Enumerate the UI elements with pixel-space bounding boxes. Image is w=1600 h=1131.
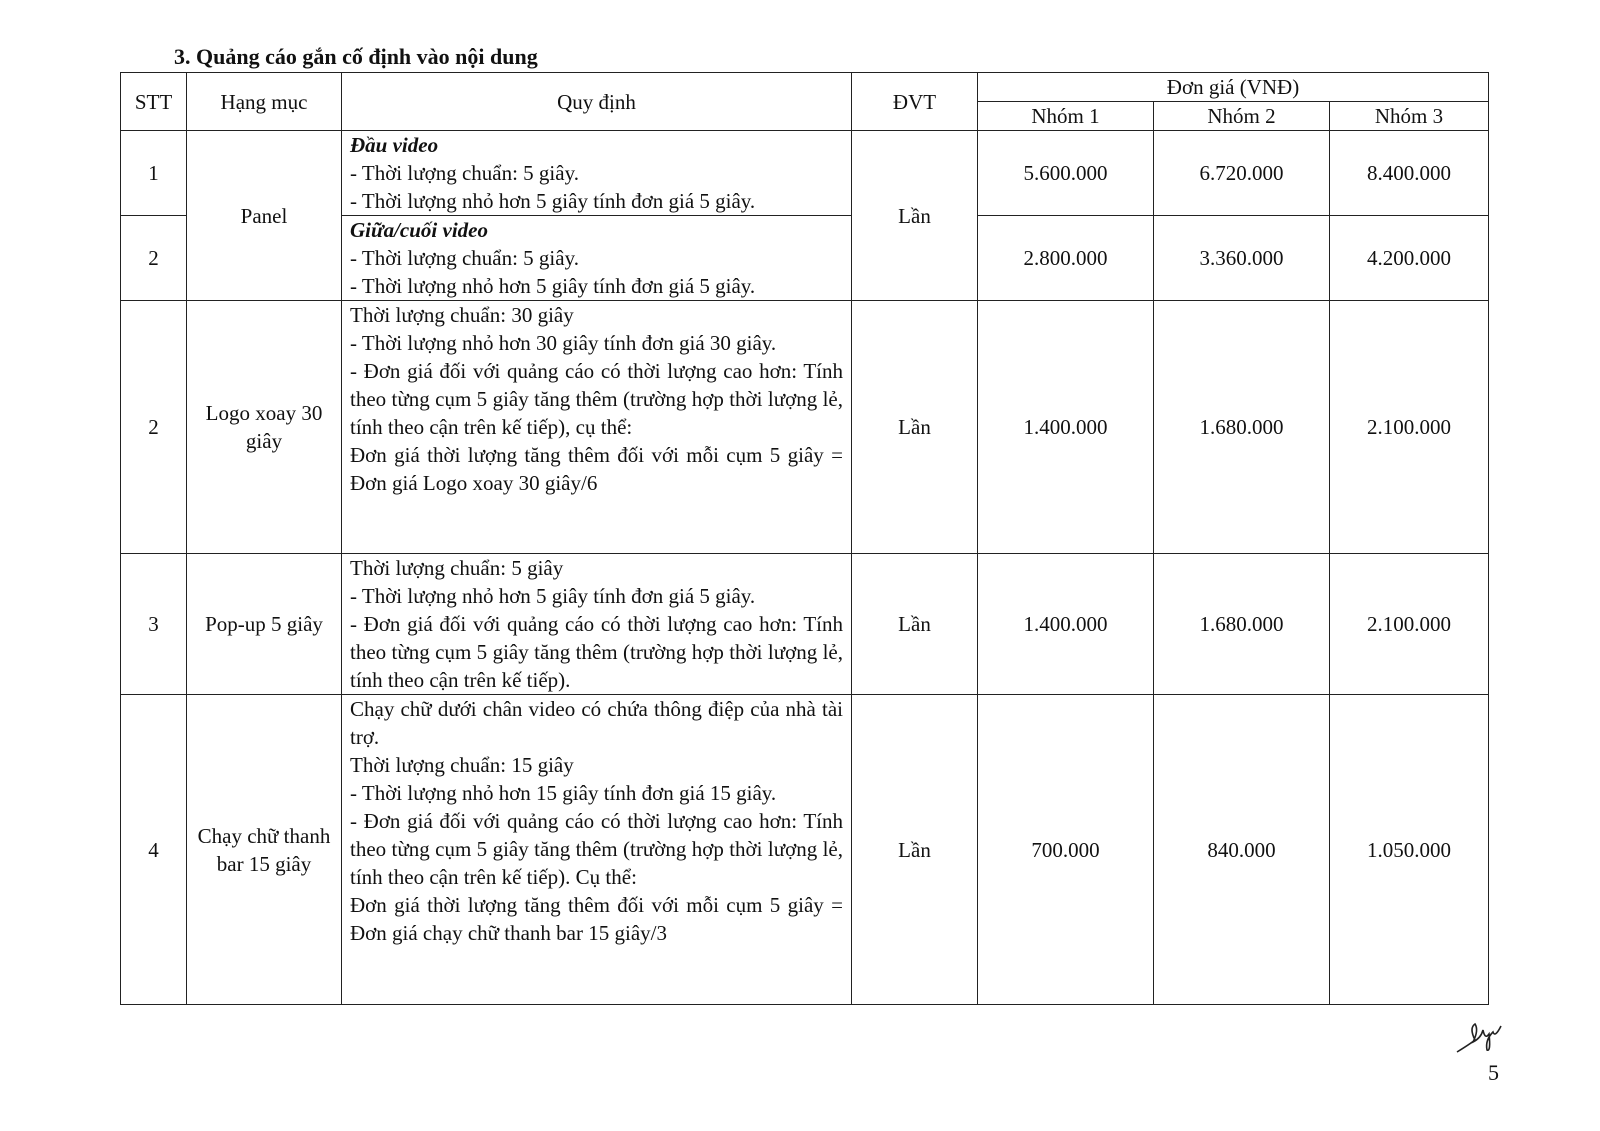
quy-dinh-cell	[342, 216, 852, 301]
header-nhom1: Nhóm 1	[978, 102, 1154, 131]
quy-dinh-line: Đơn giá thời lượng tăng thêm đối với mỗi cụm 5 giây = Đơn giá Logo xoay 30 giây/6	[350, 443, 843, 495]
stt-cell: 2	[121, 301, 187, 554]
header-stt: STT	[121, 73, 187, 131]
dvt-cell: Lần	[852, 301, 978, 554]
quy-dinh-line: - Thời lượng nhỏ hơn 30 giây tính đơn giá 30 giây.	[350, 331, 777, 355]
header-dvt: ĐVT	[852, 73, 978, 131]
stt-cell: 4	[121, 695, 187, 1005]
price-nhom2: 6.720.000	[1154, 131, 1330, 216]
stt-cell: 3	[121, 554, 187, 695]
price-nhom3: 4.200.000	[1330, 216, 1489, 301]
hang-muc-cell: Logo xoay 30 giây	[187, 301, 342, 554]
dvt-cell: Lần	[852, 695, 978, 1005]
quy-dinh-line: - Đơn giá đối với quảng cáo có thời lượng cao hơn: Tính theo từng cụm 5 giây tăng thêm (trường hợp thời lượng lẻ, tính theo cận trên kế tiếp), cụ thể:	[350, 359, 843, 439]
price-nhom1: 2.800.000	[978, 216, 1154, 301]
header-nhom2: Nhóm 2	[1154, 102, 1330, 131]
header-hang-muc: Hạng mục	[187, 73, 342, 131]
price-nhom1: 700.000	[978, 695, 1154, 1005]
price-nhom2: 3.360.000	[1154, 216, 1330, 301]
quy-dinh-line: - Thời lượng nhỏ hơn 5 giây tính đơn giá 5 giây.	[350, 189, 756, 213]
section-title: 3. Quảng cáo gắn cố định vào nội dung	[174, 44, 538, 69]
quy-dinh-cell	[342, 131, 852, 216]
quy-dinh-line: - Đơn giá đối với quảng cáo có thời lượng cao hơn: Tính theo từng cụm 5 giây tăng thêm (trường hợp thời lượng lẻ, tính theo cận trên kế tiếp).	[350, 612, 843, 692]
price-nhom3: 1.050.000	[1330, 695, 1489, 1005]
quy-dinh-line: - Thời lượng nhỏ hơn 5 giây tính đơn giá 5 giây.	[350, 274, 756, 298]
price-nhom1: 1.400.000	[978, 554, 1154, 695]
page-number: 5	[1488, 1060, 1499, 1085]
quy-dinh-line: Thời lượng chuẩn: 30 giây	[350, 303, 574, 327]
quy-dinh-cell	[342, 695, 852, 1005]
price-nhom1: 5.600.000	[978, 131, 1154, 216]
dvt-cell: Lần	[852, 554, 978, 695]
price-nhom3: 8.400.000	[1330, 131, 1489, 216]
quy-dinh-heading: Giữa/cuối video	[350, 218, 488, 242]
table-row	[121, 695, 1489, 1005]
quy-dinh-line: - Thời lượng nhỏ hơn 5 giây tính đơn giá 5 giây.	[350, 584, 756, 608]
quy-dinh-line: Thời lượng chuẩn: 5 giây	[350, 556, 564, 580]
signature	[1455, 1020, 1515, 1060]
quy-dinh-line: - Thời lượng chuẩn: 5 giây.	[350, 161, 579, 185]
quy-dinh-heading: Đầu video	[350, 133, 439, 157]
quy-dinh-line: - Thời lượng chuẩn: 5 giây.	[350, 246, 579, 270]
quy-dinh-line: Đơn giá thời lượng tăng thêm đối với mỗi cụm 5 giây = Đơn giá chạy chữ thanh bar 15 giây/3	[350, 893, 843, 945]
header-nhom3: Nhóm 3	[1330, 102, 1489, 131]
price-nhom1: 1.400.000	[978, 301, 1154, 554]
quy-dinh-line: Chạy chữ dưới chân video có chứa thông điệp của nhà tài trợ.	[350, 697, 843, 749]
table-row	[121, 301, 1489, 554]
quy-dinh-cell	[342, 554, 852, 695]
header-don-gia: Đơn giá (VNĐ)	[978, 73, 1489, 102]
hang-muc-cell: Pop-up 5 giây	[187, 554, 342, 695]
hang-muc-cell: Chạy chữ thanh bar 15 giây	[187, 695, 342, 1005]
quy-dinh-line: - Đơn giá đối với quảng cáo có thời lượng cao hơn: Tính theo từng cụm 5 giây tăng thêm (trường hợp thời lượng lẻ, tính theo cận trên kế tiếp). Cụ thể:	[350, 809, 843, 889]
price-nhom2: 1.680.000	[1154, 554, 1330, 695]
price-nhom3: 2.100.000	[1330, 554, 1489, 695]
table-row	[121, 131, 1489, 216]
price-nhom3: 2.100.000	[1330, 301, 1489, 554]
dvt-cell: Lần	[852, 131, 978, 301]
quy-dinh-line: - Thời lượng nhỏ hơn 15 giây tính đơn giá 15 giây.	[350, 781, 777, 805]
quy-dinh-cell	[342, 301, 852, 554]
price-nhom2: 1.680.000	[1154, 301, 1330, 554]
hang-muc-cell: Panel	[187, 131, 342, 301]
stt-cell: 2	[121, 216, 187, 301]
stt-cell: 1	[121, 131, 187, 216]
price-nhom2: 840.000	[1154, 695, 1330, 1005]
header-quy-dinh: Quy định	[342, 73, 852, 131]
quy-dinh-line: Thời lượng chuẩn: 15 giây	[350, 753, 574, 777]
table-row	[121, 554, 1489, 695]
price-table	[120, 72, 1489, 1005]
